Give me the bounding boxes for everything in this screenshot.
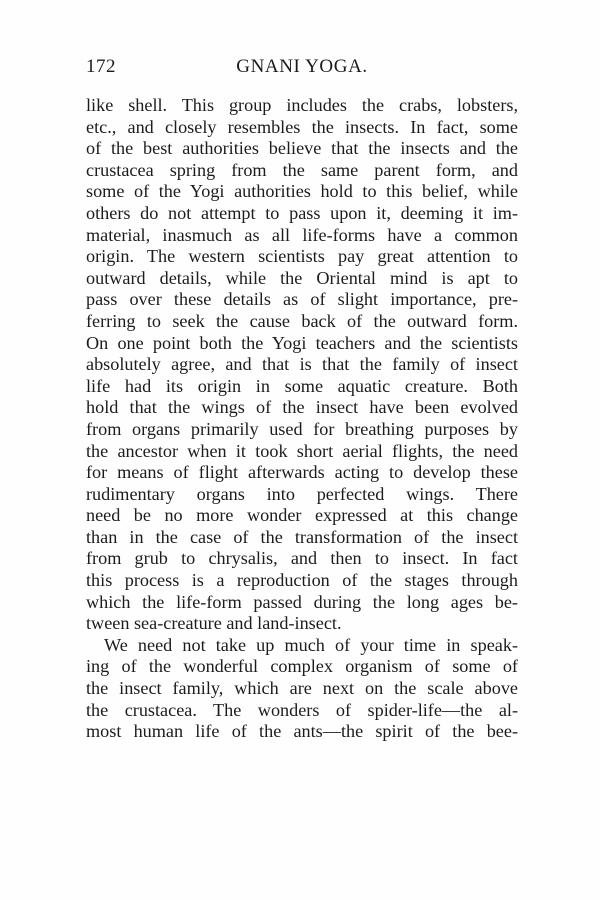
text-line: crustacea spring from the same parent form, and [86, 159, 518, 180]
page-number: 172 [86, 56, 116, 77]
text-line: life had its origin in some aquatic creature. Both [86, 375, 518, 396]
text-line: for means of flight afterwards acting to develop these [86, 462, 518, 483]
text-line: We need not take up much of your time in speak- [104, 634, 518, 655]
paragraph [86, 95, 518, 635]
text-line: ing of the wonderful complex organism of some of [86, 656, 518, 677]
text-line: material, inasmuch as all life-forms have a common [86, 224, 518, 245]
text-line: tween sea-creature and land-insect. [86, 613, 342, 634]
text-line: the ancestor when it took short aerial flights, the need [86, 440, 518, 461]
text-line: of the best authorities believe that the insects and the [86, 138, 518, 159]
text-line: hold that the wings of the insect have been evolved [86, 397, 518, 418]
text-line: like shell. This group includes the crabs, lobsters, [86, 95, 518, 115]
text-line: origin. The western scientists pay great attention to [86, 246, 518, 267]
page-header [86, 56, 518, 82]
paragraph [86, 635, 518, 743]
text-line: rudimentary organs into perfected wings. There [86, 483, 518, 504]
text-line: pass over these details as of slight importance, pre- [86, 289, 518, 310]
text-line: outward details, while the Oriental mind is apt to [86, 267, 518, 288]
text-line: from organs primarily used for breathing purposes by [86, 418, 518, 439]
text-line: others do not attempt to pass upon it, deeming it im- [86, 202, 518, 223]
text-line: On one point both the Yogi teachers and the scientists [86, 332, 518, 353]
text-line: from grub to chrysalis, and then to insect. In fact [86, 548, 518, 569]
text-line: this process is a reproduction of the stages through [86, 570, 518, 591]
text-line: etc., and closely resembles the insects. In fact, some [86, 116, 518, 137]
text-line: the insect family, which are next on the scale above [86, 678, 518, 699]
body-text [86, 95, 518, 743]
text-line: most human life of the ants—the spirit of the bee- [86, 721, 518, 742]
text-line: need be no more wonder expressed at this change [86, 505, 518, 526]
text-line: some of the Yogi authorities hold to this belief, while [86, 181, 518, 202]
text-line: absolutely agree, and that is that the family of insect [86, 354, 518, 375]
text-line: which the life-form passed during the long ages be- [86, 591, 518, 612]
text-line: the crustacea. The wonders of spider-life—the al- [86, 699, 518, 720]
running-title: GNANI YOGA. [236, 56, 368, 77]
text-line: ferring to seek the cause back of the outward form. [86, 310, 518, 331]
text-line: than in the case of the transformation of the insect [86, 526, 518, 547]
